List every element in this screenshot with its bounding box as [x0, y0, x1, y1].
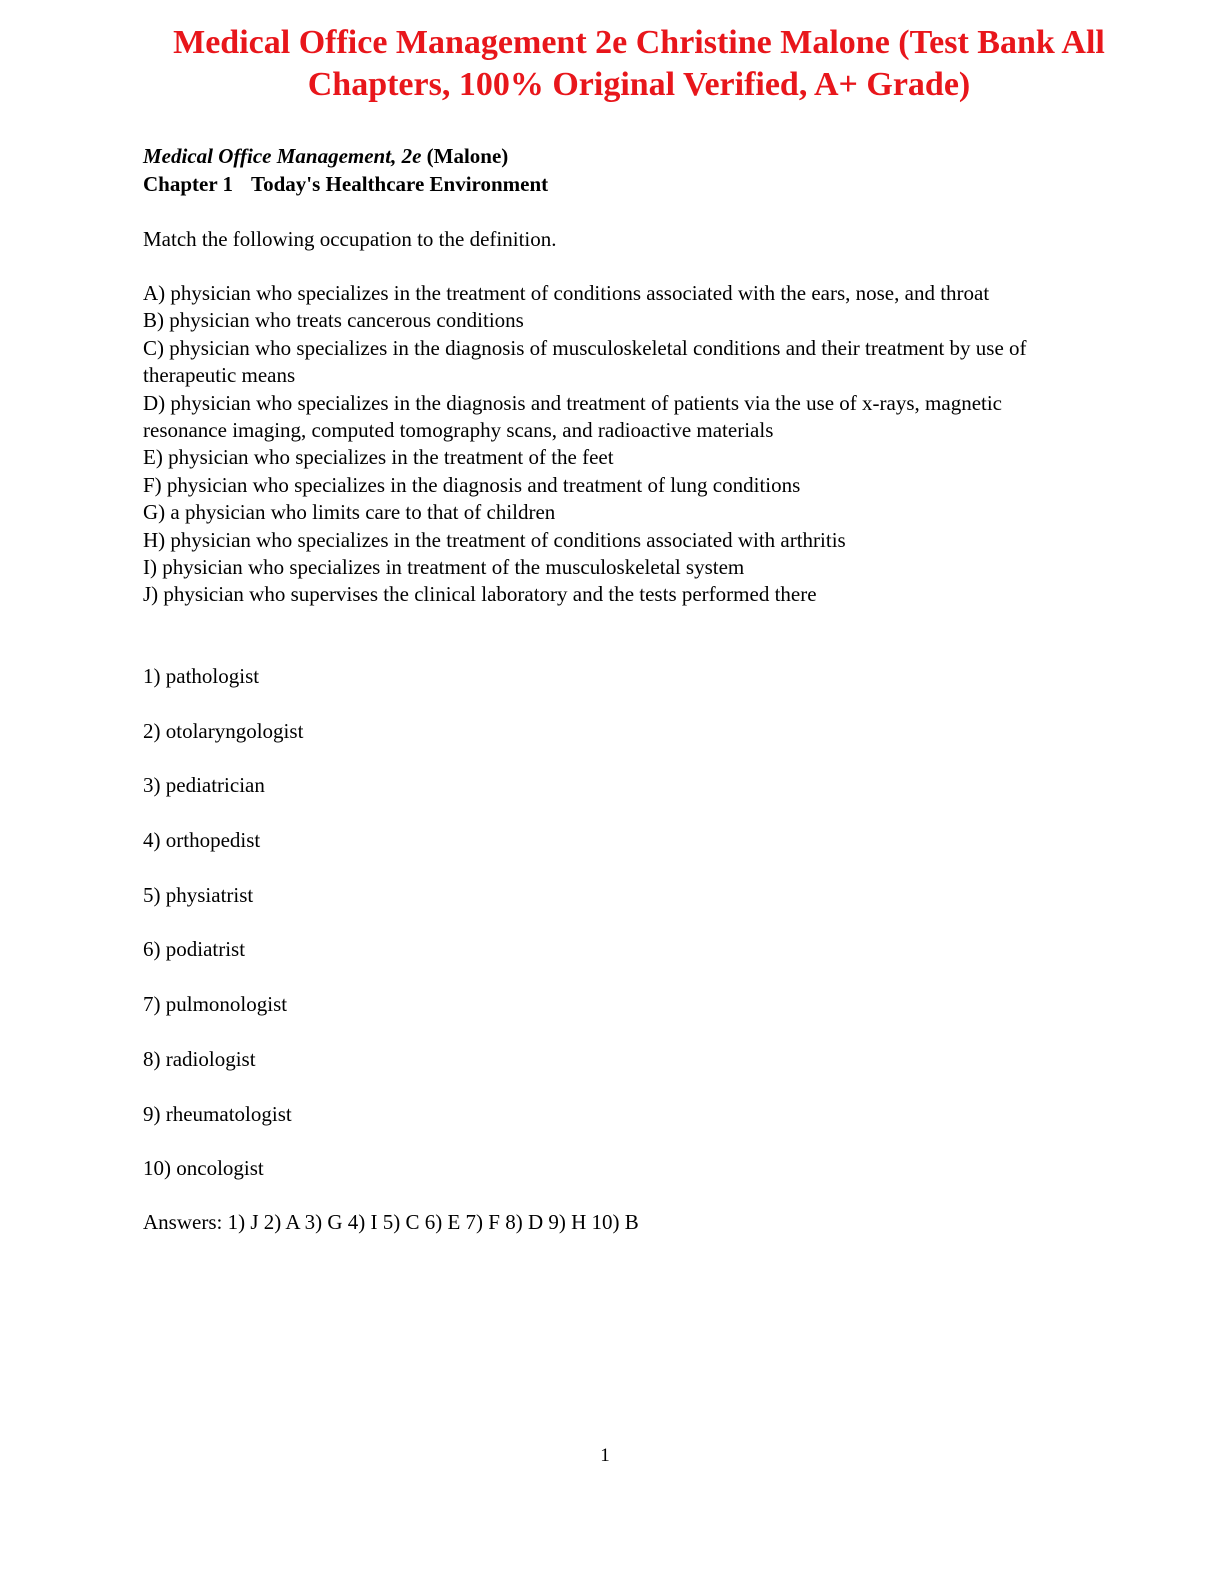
answer-key: Answers: 1) J 2) A 3) G 4) I 5) C 6) E 7) F 8) D 9) H 10) B [143, 1210, 639, 1234]
definition-item: F) physician who specializes in the diagnosis and treatment of lung conditions [143, 472, 801, 497]
term-item: 8) radiologist [143, 1046, 256, 1071]
term-item: 10) oncologist [143, 1156, 264, 1181]
definition-item: B) physician who treats cancerous conditions [143, 308, 524, 333]
definition-item: J) physician who supervises the clinical laboratory and the tests performed there [143, 582, 817, 607]
term-item: 7) pulmonologist [143, 992, 288, 1017]
definition-item: E) physician who specializes in the treatment of the feet [143, 445, 614, 470]
definition-item: G) a physician who limits care to that of children [143, 500, 556, 525]
term-item: 5) physiatrist [143, 882, 254, 907]
book-title: Medical Office Management, 2e [143, 144, 422, 168]
definition-list [143, 280, 1083, 609]
chapter-label: Chapter 1 [143, 172, 234, 196]
page-number: 1 [600, 1445, 610, 1466]
definition-item: I) physician who specializes in treatment of the musculoskeletal system [143, 555, 745, 580]
term-item: 1) pathologist [143, 664, 260, 688]
book-author: (Malone) [426, 144, 509, 168]
definition-item: D) physician who specializes in the diagnosis and treatment of patients via the use of x-rays, magnetic resonance imaging, computed tomography scans, and radioactive materials [143, 390, 1003, 443]
term-item: 3) pediatrician [143, 773, 265, 798]
instructions: Match the following occupation to the definition. [143, 227, 557, 251]
chapter-name: Today's Healthcare Environment [251, 172, 549, 196]
chapter-heading [143, 171, 548, 198]
page-title-line-2: Chapters, 100% Original Verified, A+ Grade) [307, 66, 971, 103]
term-item: 2) otolaryngologist [143, 718, 304, 743]
term-list [143, 663, 303, 1210]
definition-item: A) physician who specializes in the treatment of conditions associated with the ears, nose, and throat [143, 281, 990, 305]
term-item: 4) orthopedist [143, 828, 261, 853]
page-title-line-1: Medical Office Management 2e Christine Malone (Test Bank All [173, 24, 1105, 61]
term-item: 6) podiatrist [143, 937, 246, 962]
term-item: 9) rheumatologist [143, 1101, 292, 1126]
definition-item: C) physician who specializes in the diagnosis of musculoskeletal conditions and their treatment by use of therapeutic means [143, 335, 1027, 388]
book-heading [143, 143, 508, 170]
definition-item: H) physician who specializes in the treatment of conditions associated with arthritis [143, 527, 846, 552]
page-title [110, 22, 1168, 106]
